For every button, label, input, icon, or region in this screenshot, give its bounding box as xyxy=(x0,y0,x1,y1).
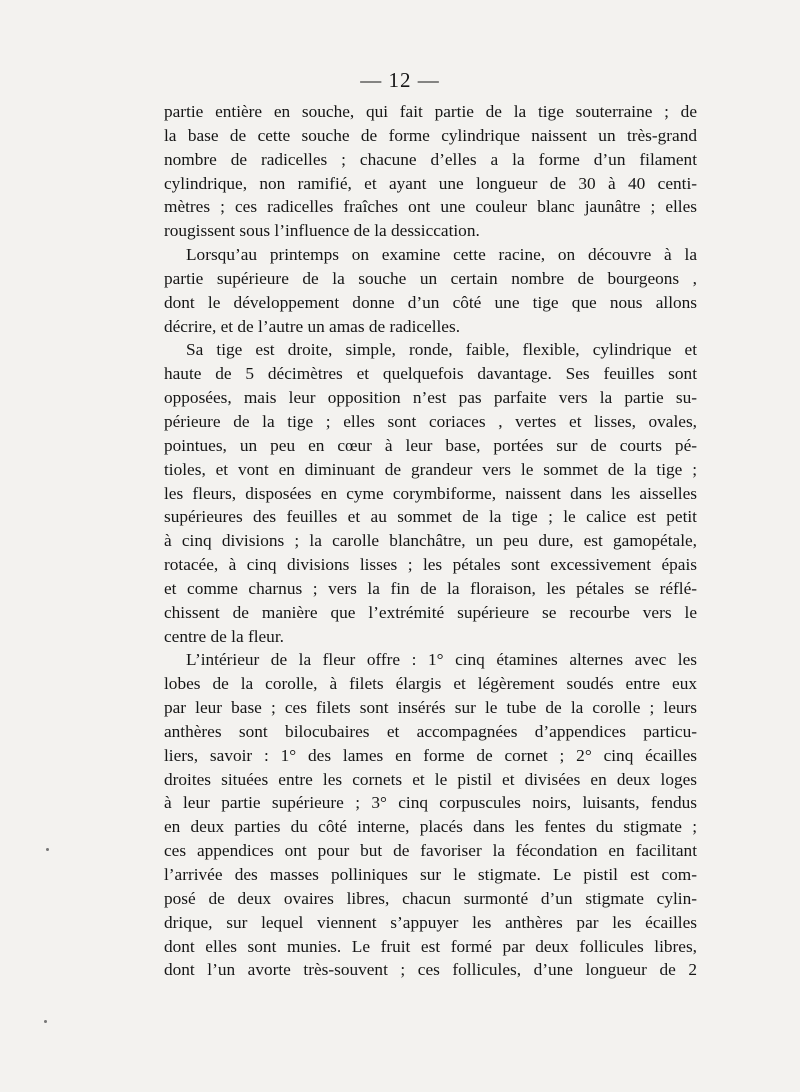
paper-speck xyxy=(46,848,49,851)
text-line: centre de la fleur. xyxy=(164,626,284,646)
text-line: anthères sont bilocubaires et accompagnées d’appendices particu- xyxy=(164,721,697,741)
text-line: posé de deux ovaires libres, chacun surmonté d’un stigmate cylin- xyxy=(164,888,697,908)
text-line: en deux parties du côté interne, placés dans les fentes du stigmate ; xyxy=(164,817,697,837)
text-line: à cinq divisions ; la carolle blanchâtre, un peu dure, est gamopétale, xyxy=(164,531,697,551)
text-line: cylindrique, non ramifié, et ayant une longueur de 30 à 40 centi- xyxy=(164,173,697,193)
text-line: les fleurs, disposées en cyme corymbiforme, naissent dans les aisselles xyxy=(164,483,697,503)
text-line: drique, sur lequel viennent s’appuyer les anthères par les écailles xyxy=(164,912,697,932)
text-line: rotacée, à cinq divisions lisses ; les pétales sont excessivement épais xyxy=(164,555,697,575)
text-line: la base de cette souche de forme cylindrique naissent un très-grand xyxy=(164,125,697,145)
text-line: dont le développement donne d’un côté une tige que nous allons xyxy=(164,292,697,312)
text-line: Lorsqu’au printemps on examine cette racine, on découvre à la xyxy=(186,245,697,265)
text-line: haute de 5 décimètres et quelquefois davantage. Ses feuilles sont xyxy=(164,364,697,384)
text-line: partie entière en souche, qui fait partie de la tige souterraine ; de xyxy=(164,102,697,121)
text-line: chissent de manière que l’extrémité supérieure se recourbe vers le xyxy=(164,602,697,622)
text-line: droites situées entre les cornets et le pistil et divisées en deux loges xyxy=(164,769,697,789)
text-line: mètres ; ces radicelles fraîches ont une couleur blanc jaunâtre ; elles xyxy=(164,197,697,217)
text-line: liers, savoir : 1° des lames en forme de cornet ; 2° cinq écailles xyxy=(164,745,697,765)
text-line: l’arrivée des masses polliniques sur le stigmate. Le pistil est com- xyxy=(164,865,697,884)
text-line: opposées, mais leur opposition n’est pas parfaite vers la partie su- xyxy=(164,388,697,408)
text-line: lobes de la corolle, à filets élargis et légèrement soudés entre eux xyxy=(164,674,697,694)
text-line: nombre de radicelles ; chacune d’elles a la forme d’un filament xyxy=(164,149,697,169)
text-line: rougissent sous l’influence de la dessiccation. xyxy=(164,221,480,241)
text-line: Sa tige est droite, simple, ronde, faible, flexible, cylindrique et xyxy=(186,340,697,360)
text-line: tioles, et vont en diminuant de grandeur vers le sommet de la tige ; xyxy=(164,459,697,479)
paper-speck xyxy=(44,1020,47,1023)
text-line: périeure de la tige ; elles sont coriaces , vertes et lisses, ovales, xyxy=(164,411,697,431)
text-line: supérieures des feuilles et au sommet de la tige ; le calice est petit xyxy=(164,507,697,527)
text-line: dont elles sont munies. Le fruit est formé par deux follicules libres, xyxy=(164,936,697,956)
text-line: pointues, un peu en cœur à leur base, portées sur de courts pé- xyxy=(164,435,697,455)
text-line: ces appendices ont pour but de favoriser la fécondation en facilitant xyxy=(164,841,697,861)
text-line: partie supérieure de la souche un certain nombre de bourgeons , xyxy=(164,268,697,288)
text-line: et comme charnus ; vers la fin de la floraison, les pétales se réflé- xyxy=(164,578,697,598)
text-line: à leur partie supérieure ; 3° cinq corpuscules noirs, luisants, fendus xyxy=(164,793,697,813)
text-line: dont l’un avorte très-souvent ; ces follicules, d’une longueur de 2 xyxy=(164,960,697,980)
text-line: par leur base ; ces filets sont insérés sur le tube de la corolle ; leurs xyxy=(164,698,697,718)
text-line: L’intérieur de la fleur offre : 1° cinq étamines alternes avec les xyxy=(186,650,697,670)
text-line: décrire, et de l’autre un amas de radicelles. xyxy=(164,316,461,336)
page-number: — 12 — xyxy=(360,68,440,92)
body-text xyxy=(164,100,697,982)
